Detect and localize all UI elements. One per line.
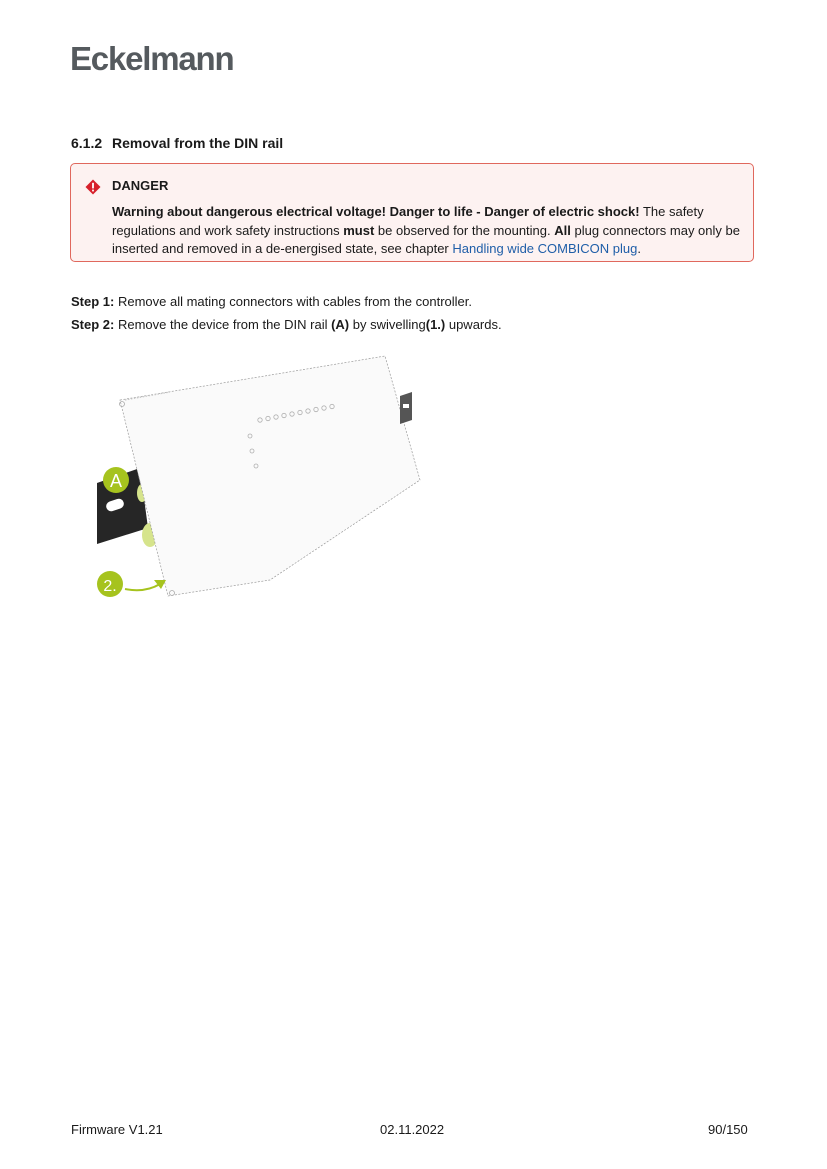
danger-text-part: The safety regulations and work safety instructions [112,204,704,238]
step-2-text: Remove the device from the DIN rail [114,317,332,332]
step-1-label: Step 1: [71,294,115,309]
din-rail-removal-illustration [90,350,430,610]
danger-text [112,203,744,259]
step-1-text: Remove all mating connectors with cables from the controller. [114,294,473,309]
danger-warning-intro: Warning about dangerous electrical voltage! Danger to life - Danger of electric shock! [112,204,640,219]
label-step-text: 2. [103,578,117,595]
controller-device [120,356,420,596]
danger-title: DANGER [112,178,169,193]
step-2-rail-ref: (A) [331,317,350,332]
combicon-chapter-link[interactable]: Handling wide COMBICON plug [452,241,638,256]
section-title: Removal from the DIN rail [112,135,284,151]
step-2-label: Step 2: [71,317,115,332]
danger-text-part: be observed for the mounting. [374,222,555,238]
danger-text-part: . [637,241,641,256]
step-2-swivel-ref: (1.) [425,317,446,332]
section-heading [71,135,283,151]
danger-notice [70,163,754,262]
danger-bold-must: must [343,222,375,238]
footer-date: 02.11.2022 [380,1122,445,1137]
label-a-text: A [109,471,123,491]
swivel-arrow [125,584,160,590]
side-connector-slot [403,404,409,408]
step-2-text: upwards. [445,317,502,332]
eckelmann-logo: Eckelmann [70,40,234,77]
danger-bold-all: All [554,222,571,238]
warning-diamond-icon [85,179,101,195]
arrow-head-icon [154,580,166,589]
footer-firmware: Firmware V1.21 [71,1122,163,1137]
footer-page-number: 90/150 [708,1122,748,1137]
step-1 [71,294,472,309]
danger-text-part: plug connectors may only be inserted and removed in a de-energised state, see chapter [112,222,740,256]
step-2 [71,317,502,332]
section-number: 6.1.2 [71,135,103,151]
step-2-text: by swivelling [349,317,426,332]
